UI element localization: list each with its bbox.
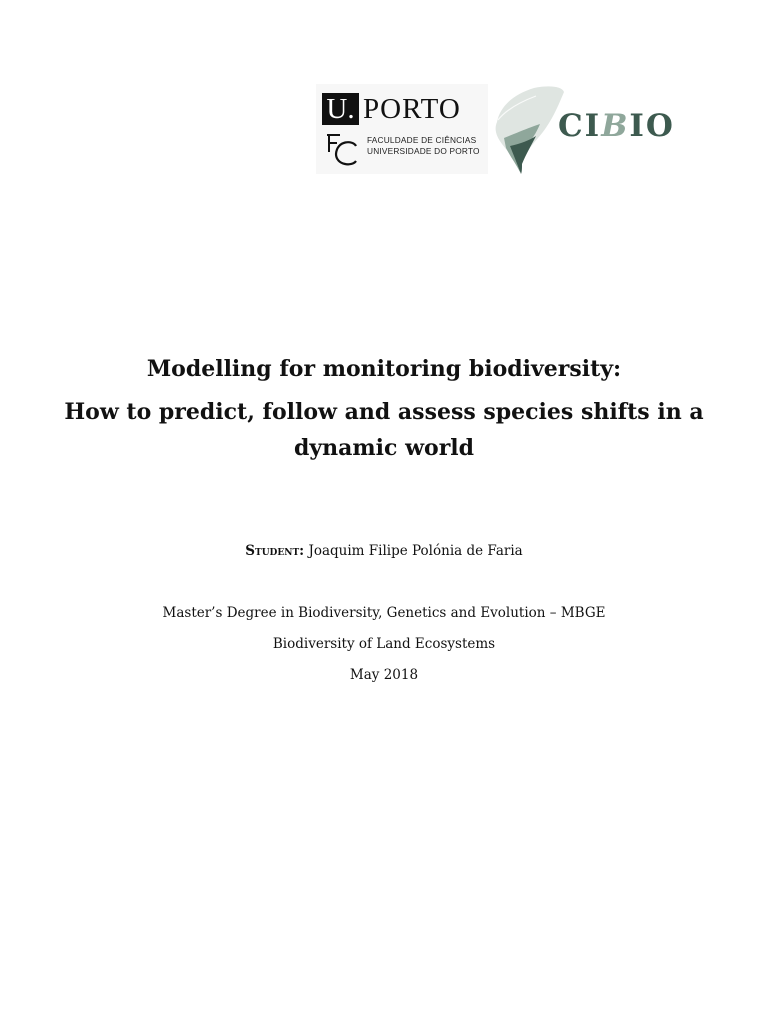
faculty-line-2: UNIVERSIDADE DO PORTO: [367, 145, 480, 156]
student-name: Joaquim Filipe Polónia de Faria: [308, 543, 523, 559]
fc-logo-icon: [325, 132, 359, 168]
student-label: Student:: [245, 543, 305, 559]
thesis-title: [40, 350, 728, 466]
title-line-2: How to predict, follow and assess species shifts in a dynamic world: [64, 399, 704, 461]
uporto-wordmark: PORTO: [363, 93, 461, 125]
cibio-wordmark: [558, 106, 675, 146]
header-logos: [316, 84, 682, 176]
faculty-name: [367, 135, 480, 156]
title-line-1: Modelling for monitoring biodiversity:: [146, 356, 622, 382]
uporto-u-mark: U.: [322, 93, 359, 125]
cibio-word-b: B: [601, 108, 630, 144]
uporto-logo: [316, 84, 488, 174]
faculty-line-1: FACULDADE DE CIÊNCIAS: [367, 135, 477, 145]
cibio-logo: [492, 84, 682, 176]
program-name: Biodiversity of Land Ecosystems: [272, 636, 496, 652]
iberian-peninsula-layered-icon: [492, 84, 568, 176]
submission-date: May 2018: [349, 667, 419, 683]
cibio-word-ci: CI: [558, 108, 602, 144]
student-line: [40, 541, 728, 561]
cibio-word-io: IO: [629, 108, 675, 144]
degree-name: Master’s Degree in Biodiversity, Genetics and Evolution – MBGE: [162, 605, 606, 621]
